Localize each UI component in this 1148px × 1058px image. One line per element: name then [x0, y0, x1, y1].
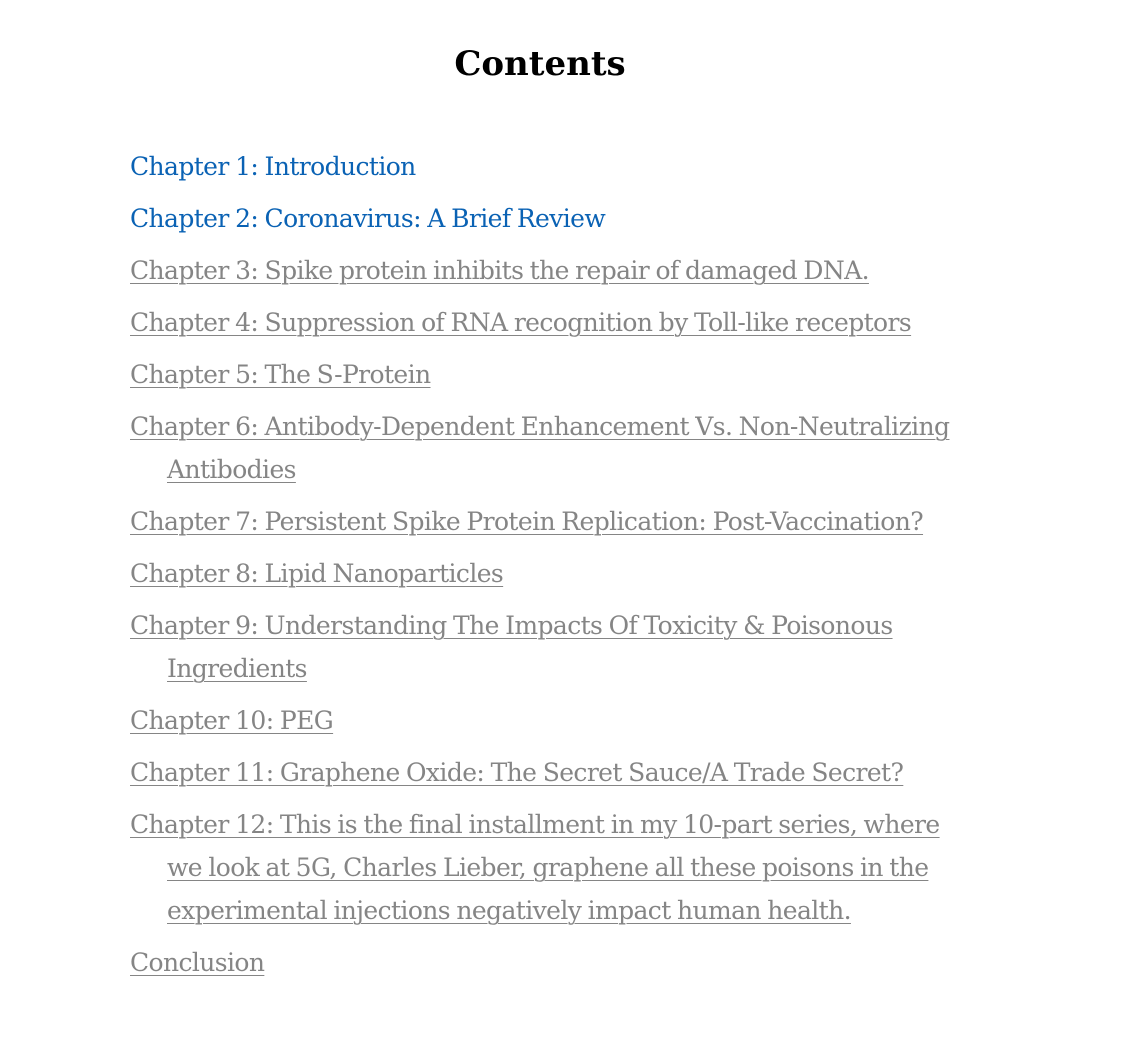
toc-item [130, 604, 960, 690]
toc-item [130, 803, 960, 932]
toc-item [130, 500, 960, 543]
toc-link-chapter-3[interactable]: Chapter 3: Spike protein inhibits the repair of damaged DNA. [130, 256, 869, 285]
toc-link-chapter-11[interactable]: Chapter 11: Graphene Oxide: The Secret Sauce/A Trade Secret? [130, 758, 904, 787]
toc-item [130, 301, 960, 344]
toc-item [130, 353, 960, 396]
toc-link-chapter-12[interactable]: Chapter 12: This is the final installment in my 10-part series, where we look at 5G, Charles Lieber, graphene all these poisons in the experimental injections negatively impact human health. [130, 810, 940, 925]
toc-item [130, 941, 960, 984]
toc-item [130, 751, 960, 794]
toc-link-chapter-2[interactable]: Chapter 2: Coronavirus: A Brief Review [130, 204, 606, 233]
page-title: Contents [454, 44, 626, 84]
toc-item [130, 699, 960, 742]
toc-link-chapter-4[interactable]: Chapter 4: Suppression of RNA recognition by Toll-like receptors [130, 308, 912, 337]
table-of-contents [130, 145, 960, 993]
toc-item [130, 197, 960, 240]
toc-item [130, 249, 960, 292]
toc-link-chapter-6[interactable]: Chapter 6: Antibody-Dependent Enhancement Vs. Non-Neutralizing Antibodies [130, 412, 950, 484]
toc-link-chapter-5[interactable]: Chapter 5: The S-Protein [130, 360, 431, 389]
toc-link-chapter-8[interactable]: Chapter 8: Lipid Nanoparticles [130, 559, 504, 588]
toc-item [130, 405, 960, 491]
toc-link-chapter-1[interactable]: Chapter 1: Introduction [130, 152, 416, 181]
toc-link-conclusion[interactable]: Conclusion [130, 948, 265, 977]
toc-link-chapter-7[interactable]: Chapter 7: Persistent Spike Protein Replication: Post-Vaccination? [130, 507, 924, 536]
toc-item [130, 145, 960, 188]
toc-item [130, 552, 960, 595]
toc-link-chapter-9[interactable]: Chapter 9: Understanding The Impacts Of Toxicity & Poisonous Ingredients [130, 611, 893, 683]
toc-link-chapter-10[interactable]: Chapter 10: PEG [130, 706, 334, 735]
